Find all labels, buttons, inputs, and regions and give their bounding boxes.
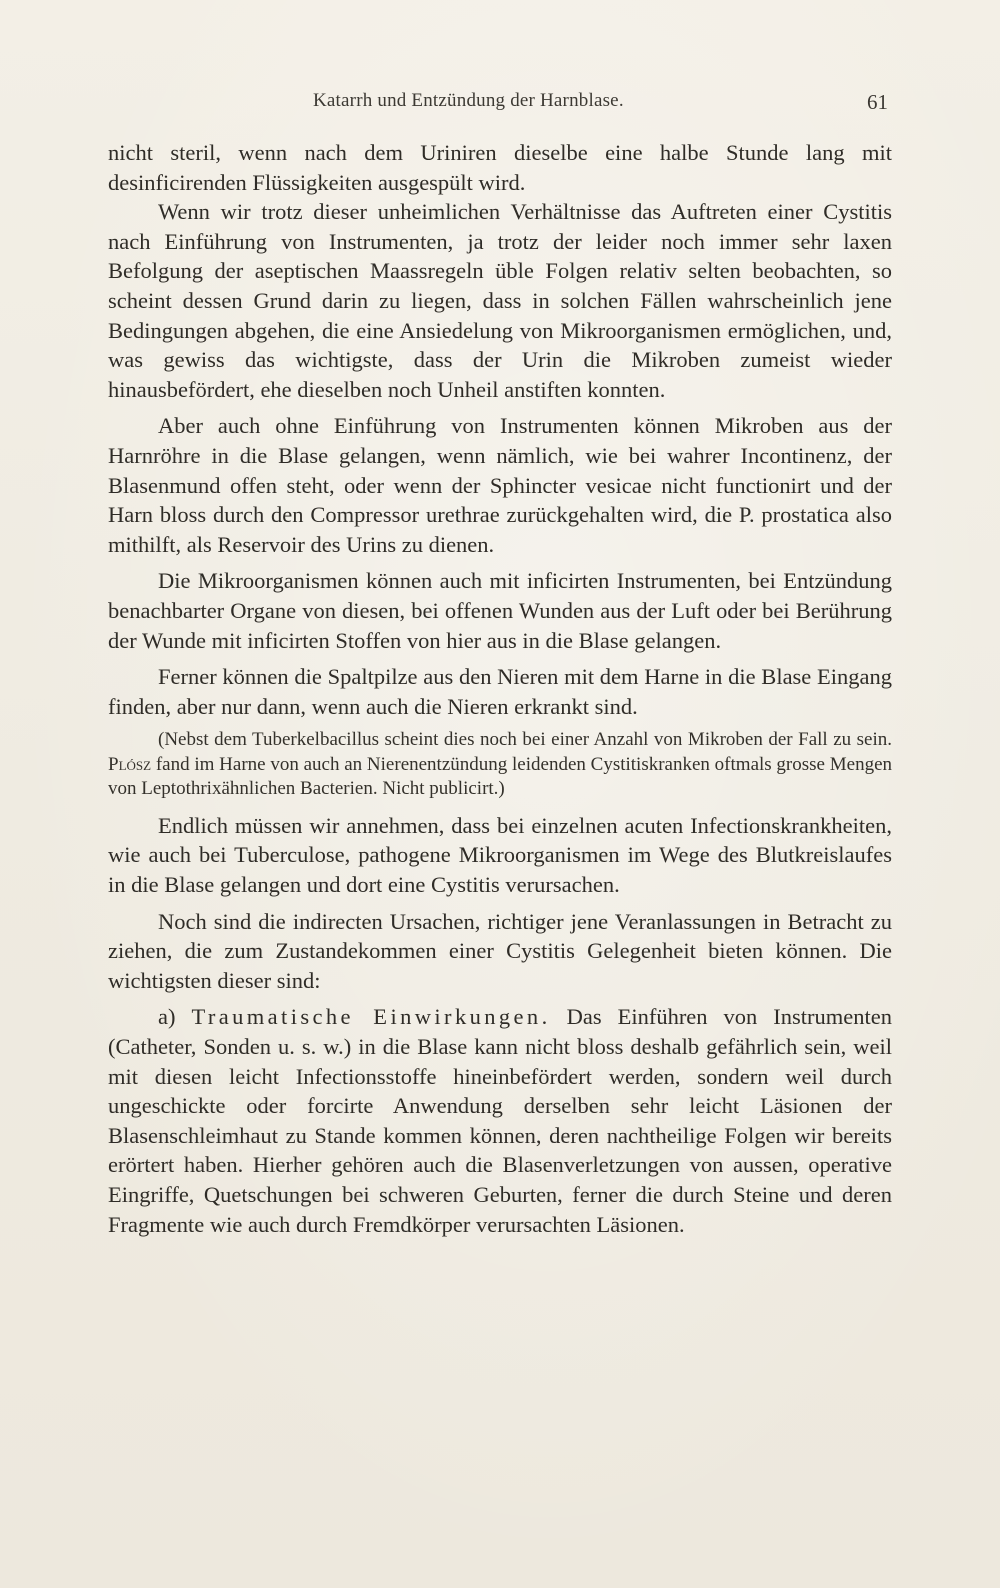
paragraph-8 bbox=[108, 1002, 892, 1239]
paragraph-7: Noch sind die indirecten Ursachen, richtiger jene Veranlassungen in Betracht zu ziehen, die zum Zustandekommen einer Cystitis Gelegenheit bieten können. Die wichtigsten dieser sind: bbox=[108, 908, 892, 993]
paragraph-4: Die Mikroorganismen können auch mit inficirten Instrumenten, bei Entzündung benachbarter Organe von diesen, bei offenen Wunden aus der Luft oder bei Berührung der Wunde mit inficirten Stoffen von hier aus in die Blase gelangen. bbox=[108, 568, 892, 653]
running-head bbox=[108, 90, 894, 116]
running-title: Katarrh und Entzündung der Harnblase. bbox=[313, 90, 624, 111]
paragraph-2: Wenn wir trotz dieser unheimlichen Verhältnisse das Auftreten einer Cystitis nach Einführung von Instrumenten, ja trotz der leider noch immer sehr laxen Befolgung der aseptischen Maassregeln üble Folgen relativ selten beobachten, so scheint dessen Grund darin zu liegen, dass in solchen Fällen wahrscheinlich jene Bedingungen abgehen, die eine Ansiedelung von Mikroorganismen ermöglichen, und, was gewiss das wichtigste, dass der Urin die Mikroben zumeist wieder hinausbefördert, ehe dieselben noch Unheil anstiften konnten. bbox=[108, 199, 892, 402]
note-text-after: fand im Harne von auch an Nierenentzündung leidenden Cystitiskranken oftmals grosse Mengen von Leptothrixähnlichen Bacterien. Nicht publicirt.) bbox=[108, 753, 892, 800]
page-number: 61 bbox=[867, 90, 888, 114]
body-text bbox=[108, 138, 892, 1239]
section-heading-traumatic: Traumatische Einwirkungen. bbox=[191, 1004, 551, 1030]
paragraph-5: Ferner können die Spaltpilze aus den Nieren mit dem Harne in die Blase Eingang finden, aber nur dann, wenn auch die Nieren erkrankt sind. bbox=[108, 664, 892, 719]
footnote-paragraph bbox=[108, 728, 892, 802]
paragraph-1: nicht steril, wenn nach dem Uriniren dieselbe eine halbe Stunde lang mit desinficirenden Flüssigkeiten ausgespült wird. bbox=[108, 140, 892, 195]
paragraph-8-text: Das Einführen von Instrumenten (Catheter, Sonden u. s. w.) in die Blase kann nicht bloss deshalb gefährlich sein, weil mit diesen leicht Infectionsstoffe hineinbefördert werden, sondern weil durch ungeschickte oder forcirte Anwendung derselben sehr leicht Läsionen der Blasenschleimhaut zu Stande kommen können, deren nachtheilige Folgen wir bereits erörtert haben. Hierher gehören auch die Blasenverletzungen von aussen, operative Eingriffe, Quetschungen bei schweren Geburten, ferner die durch Steine und deren Fragmente wie auch durch Fremdkörper verursachten Läsionen. bbox=[108, 1004, 892, 1237]
paragraph-6: Endlich müssen wir annehmen, dass bei einzelnen acuten Infectionskrankheiten, wie auch bei Tuberculose, pathogene Mikroorganismen im Wege des Blutkreislaufes in die Blase gelangen und dort eine Cystitis verursachen. bbox=[108, 812, 892, 897]
paragraph-3: Aber auch ohne Einführung von Instrumenten können Mikroben aus der Harnröhre in die Blase gelangen, wenn nämlich, wie bei wahrer Incontinenz, der Blasenmund offen steht, oder wenn der Sphincter vesicae nicht functionirt und der Harn bloss durch den Compressor urethrae zurückgehalten wird, die P. prostatica also mithilft, als Reservoir des Urins zu dienen. bbox=[108, 413, 892, 557]
list-label: a) bbox=[158, 1004, 192, 1030]
note-text-before: (Nebst dem Tuberkelbacillus scheint dies noch bei einer Anzahl von Mikroben der Fall zu sein. bbox=[158, 729, 892, 751]
note-author-name: Plósz bbox=[108, 753, 152, 775]
